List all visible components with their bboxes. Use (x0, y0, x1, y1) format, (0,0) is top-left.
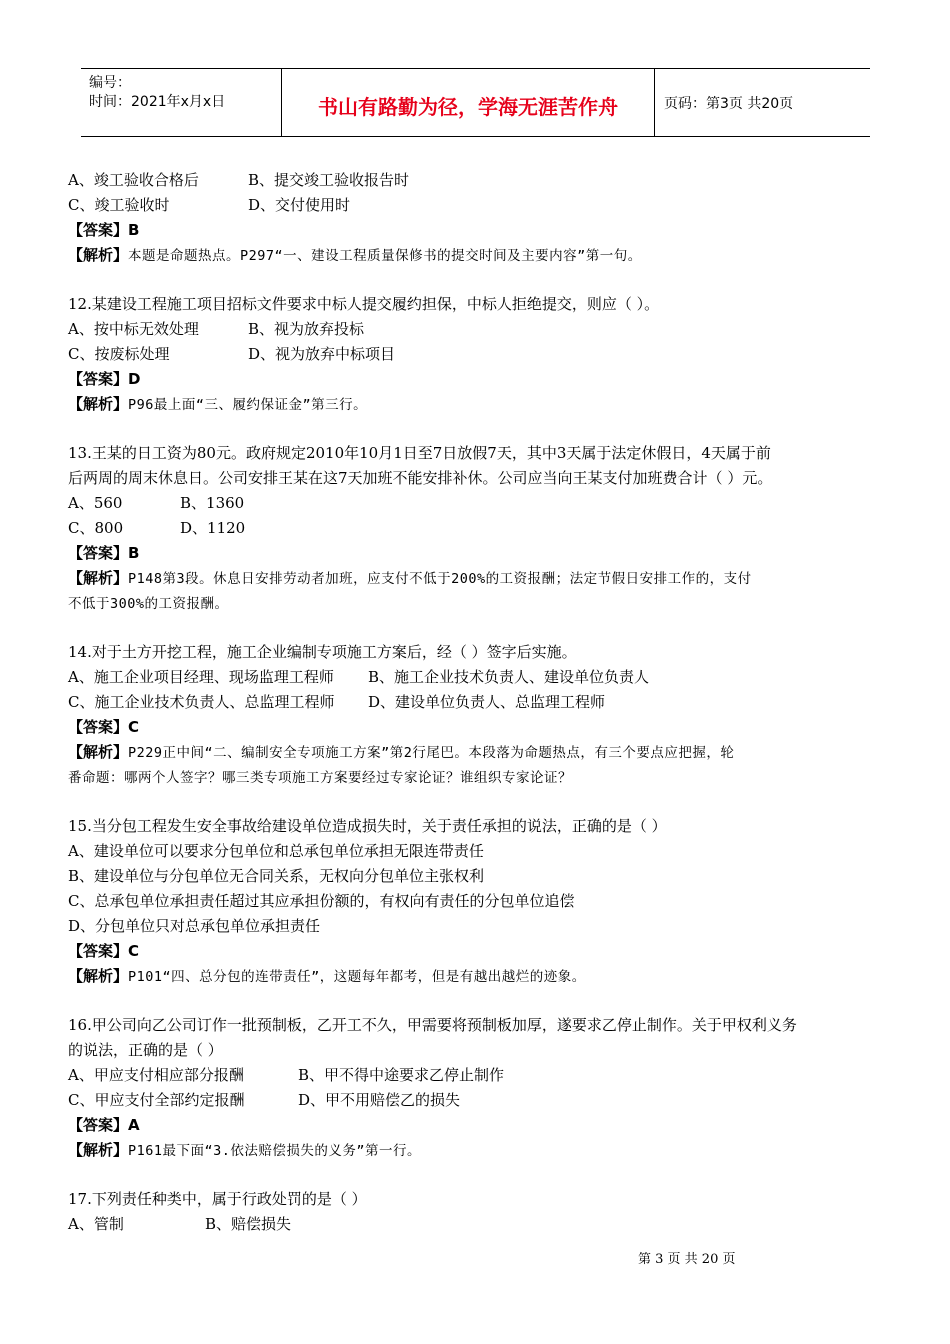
q13-option-a: A、560 (68, 494, 123, 512)
q15-option-b: B、建设单位与分包单位无合同关系，无权向分包单位主张权利 (68, 867, 485, 885)
q13-option-b: B、1360 (180, 494, 245, 512)
q13-answer (68, 541, 886, 566)
answer-value: B (128, 544, 140, 562)
q11-answer (68, 218, 886, 243)
analysis-label: 【解析】 (68, 743, 129, 761)
q11-options-ab (68, 168, 886, 193)
q11-option-c: C、竣工验收时 (68, 196, 170, 214)
analysis-label: 【解析】 (68, 967, 129, 985)
q14-analysis-line2 (68, 765, 886, 790)
q11-options-cd (68, 193, 886, 218)
analysis-text: P148第3段。休息日安排劳动者加班，应支付不低于200%的工资报酬；法定节假日安排工作的，支付 (128, 571, 752, 587)
answer-label: 【答案】 (68, 718, 129, 736)
q17-option-a: A、管制 (68, 1215, 124, 1233)
q12-options-ab (68, 317, 886, 342)
q16-options-ab (68, 1063, 886, 1088)
q14-options-ab (68, 665, 886, 690)
q15-option-c: C、总承包单位承担责任超过其应承担份额的，有权向有责任的分包单位追偿 (68, 892, 575, 910)
page-footer: 第 3 页 共 20 页 (638, 1252, 736, 1267)
q12-option-d: D、视为放弃中标项目 (248, 345, 396, 363)
q17-option-b: B、赔偿损失 (205, 1215, 292, 1233)
header-page-cell (655, 69, 870, 136)
q13-stem-line2: 后两周的周末休息日。公司安排王某在这7天加班不能安排补休。公司应当向王某支付加班费合计（ ）元。 (68, 469, 773, 487)
q12-analysis (68, 392, 886, 417)
answer-label: 【答案】 (68, 544, 129, 562)
analysis-label: 【解析】 (68, 569, 129, 587)
q13-analysis-line1 (68, 566, 886, 591)
q12-answer (68, 367, 886, 392)
q15-stem: 15.当分包工程发生安全事故给建设单位造成损失时，关于责任承担的说法，正确的是（ ） (68, 817, 667, 835)
time-label: 时间：2021年x月x日 (89, 94, 226, 110)
analysis-label: 【解析】 (68, 395, 129, 413)
q12-option-a: A、按中标无效处理 (68, 320, 199, 338)
q16-option-c: C、甲应支付全部约定报酬 (68, 1091, 245, 1109)
q16-stem-line1: 16.甲公司向乙公司订作一批预制板，乙开工不久，甲需要将预制板加厚，遂要求乙停止制作。关于甲权利义务 (68, 1016, 797, 1034)
analysis-text: P96最上面“三、履约保证金”第三行。 (128, 397, 368, 413)
q14-option-c: C、施工企业技术负责人、总监理工程师 (68, 693, 335, 711)
analysis-label: 【解析】 (68, 1141, 129, 1159)
header-meta-cell (81, 69, 282, 136)
q14-option-d: D、建设单位负责人、总监理工程师 (368, 693, 606, 711)
q13-option-d: D、1120 (180, 519, 246, 537)
q12-options-cd (68, 342, 886, 367)
q11-option-b: B、提交竣工验收报告时 (248, 171, 410, 189)
q13-option-c: C、800 (68, 519, 124, 537)
answer-label: 【答案】 (68, 1116, 129, 1134)
q16-analysis (68, 1138, 886, 1163)
q14-option-b: B、施工企业技术负责人、建设单位负责人 (368, 668, 650, 686)
q16-option-a: A、甲应支付相应部分报酬 (68, 1066, 244, 1084)
q11-analysis (68, 243, 886, 268)
q14-answer (68, 715, 886, 740)
q13-options-ab (68, 491, 886, 516)
number-label: 编号： (89, 75, 131, 91)
q14-analysis-line1 (68, 740, 886, 765)
question-content (68, 168, 886, 1237)
q14-option-a: A、施工企业项目经理、现场监理工程师 (68, 668, 334, 686)
q16-options-cd (68, 1088, 886, 1113)
q13-options-cd (68, 516, 886, 541)
q13-analysis-line2 (68, 591, 886, 616)
motto: 书山有路勤为径，学海无涯苦作舟 (318, 95, 618, 119)
q17-stem: 17.下列责任种类中，属于行政处罚的是（ ） (68, 1190, 367, 1208)
analysis-text: P229正中间“二、编制安全专项施工方案”第2行尾巴。本段落为命题热点，有三个要点应把握，轮 (128, 745, 735, 761)
q16-option-b: B、甲不得中途要求乙停止制作 (298, 1066, 505, 1084)
q12-option-c: C、按废标处理 (68, 345, 170, 363)
q14-options-cd (68, 690, 886, 715)
q15-answer (68, 939, 886, 964)
q13-stem-line1: 13.王某的日工资为80元。政府规定2010年10月1日至7日放假7天，其中3天属于法定休假日，4天属于前 (68, 444, 771, 462)
analysis-text: 本题是命题热点。P297“一、建设工程质量保修书的提交时间及主要内容”第一句。 (128, 248, 642, 264)
q15-option-d: D、分包单位只对总承包单位承担责任 (68, 917, 321, 935)
q11-option-a: A、竣工验收合格后 (68, 171, 199, 189)
q16-option-d: D、甲不用赔偿乙的损失 (298, 1091, 461, 1109)
analysis-label: 【解析】 (68, 246, 129, 264)
header-motto-cell (282, 69, 655, 136)
analysis-text: 不低于300%的工资报酬。 (68, 596, 229, 612)
answer-value: C (128, 718, 140, 736)
q14-stem: 14.对于土方开挖工程，施工企业编制专项施工方案后，经（ ）签字后实施。 (68, 643, 577, 661)
answer-label: 【答案】 (68, 370, 129, 388)
page-code: 页码：第3页 共20页 (664, 96, 794, 112)
answer-value: C (128, 942, 140, 960)
page-header (81, 68, 870, 137)
q12-option-b: B、视为放弃投标 (248, 320, 365, 338)
answer-value: B (128, 221, 140, 239)
q15-option-a: A、建设单位可以要求分包单位和总承包单位承担无限连带责任 (68, 842, 484, 860)
q11-option-d: D、交付使用时 (248, 196, 351, 214)
q15-analysis (68, 964, 886, 989)
q16-answer (68, 1113, 886, 1138)
analysis-text: P101“四、总分包的连带责任”，这题每年都考，但是有越出越烂的迹象。 (128, 969, 586, 985)
q12-stem: 12.某建设工程施工项目招标文件要求中标人提交履约担保，中标人拒绝提交，则应（ ）。 (68, 295, 660, 313)
answer-label: 【答案】 (68, 942, 129, 960)
answer-value: D (128, 370, 141, 388)
q17-options-ab (68, 1212, 886, 1237)
answer-label: 【答案】 (68, 221, 129, 239)
answer-value: A (128, 1116, 140, 1134)
analysis-text: P161最下面“3.依法赔偿损失的义务”第一行。 (128, 1143, 422, 1159)
analysis-text: 番命题：哪两个人签字？哪三类专项施工方案要经过专家论证？谁组织专家论证？ (68, 770, 572, 786)
q16-stem-line2: 的说法，正确的是（ ） (68, 1041, 223, 1059)
